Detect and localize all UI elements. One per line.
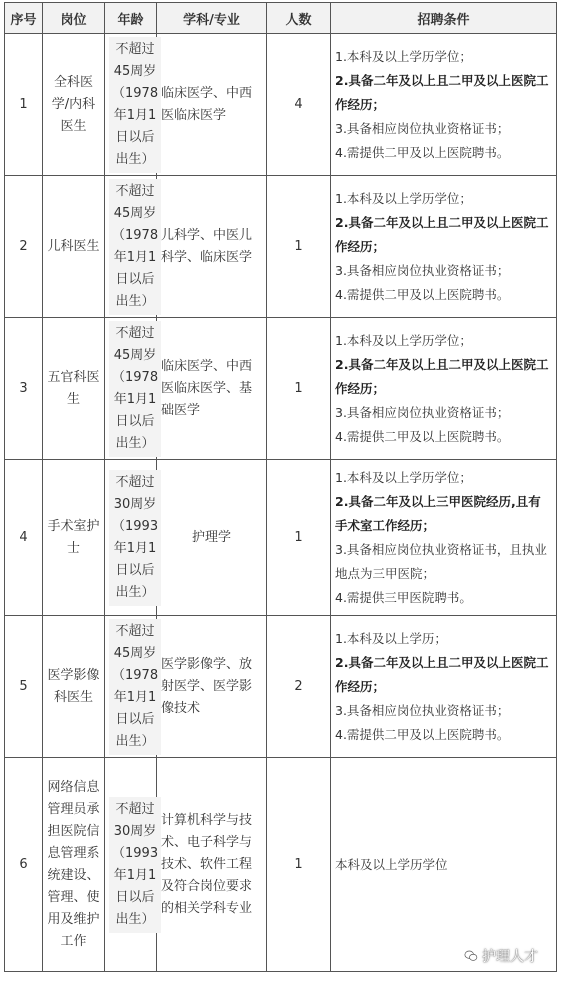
row-count: 2 — [267, 616, 331, 758]
row-major: 儿科学、中医儿科学、临床医学 — [157, 176, 267, 318]
row-position: 医学影像科医生 — [43, 616, 105, 758]
header-count: 人数 — [267, 3, 331, 34]
condition-line: 1.本科及以上学历； — [335, 630, 447, 646]
watermark-text: 护理人才 — [482, 949, 538, 965]
condition-line: 1.本科及以上学历学位； — [335, 48, 472, 64]
row-age — [105, 758, 157, 972]
row-count: 1 — [267, 758, 331, 972]
row-conditions — [331, 34, 557, 176]
condition-line: 1.本科及以上学历学位； — [335, 332, 472, 348]
condition-line: 4.需提供二甲及以上医院聘书。 — [335, 428, 510, 444]
row-age — [105, 616, 157, 758]
condition-line: 4.需提供三甲医院聘书。 — [335, 589, 472, 605]
row-position: 手术室护士 — [43, 460, 105, 616]
row-major: 护理学 — [157, 460, 267, 616]
recruitment-table — [4, 2, 557, 972]
condition-line: 3.具备相应岗位执业资格证书，且执业地点为三甲医院； — [335, 541, 547, 581]
row-position: 儿科医生 — [43, 176, 105, 318]
age-text: 不超过45周岁（1978年1月1日以后出生） — [109, 619, 161, 755]
row-no: 2 — [5, 176, 43, 318]
row-no: 6 — [5, 758, 43, 972]
table-row — [5, 318, 557, 460]
header-position: 岗位 — [43, 3, 105, 34]
row-no: 5 — [5, 616, 43, 758]
row-major: 临床医学、中西医临床医学 — [157, 34, 267, 176]
row-count: 1 — [267, 176, 331, 318]
row-position: 网络信息管理员承担医院信息管理系统建设、管理、使用及维护工作 — [43, 758, 105, 972]
condition-line: 本科及以上学历学位 — [335, 856, 448, 872]
row-major: 临床医学、中西医临床医学、基础医学 — [157, 318, 267, 460]
age-text: 不超过45周岁（1978年1月1日以后出生） — [109, 179, 161, 315]
condition-line: 4.需提供二甲及以上医院聘书。 — [335, 726, 510, 742]
table-row — [5, 176, 557, 318]
row-conditions — [331, 318, 557, 460]
row-no: 4 — [5, 460, 43, 616]
header-row — [5, 3, 557, 34]
condition-line: 3.具备相应岗位执业资格证书； — [335, 262, 510, 278]
condition-line: 3.具备相应岗位执业资格证书； — [335, 120, 510, 136]
row-count: 1 — [267, 318, 331, 460]
row-no: 3 — [5, 318, 43, 460]
row-conditions — [331, 460, 557, 616]
table-row — [5, 34, 557, 176]
row-age — [105, 318, 157, 460]
row-conditions — [331, 616, 557, 758]
wechat-icon — [464, 949, 478, 963]
age-text: 不超过45周岁（1978年1月1日以后出生） — [109, 321, 161, 457]
condition-line: 2.具备二年及以上三甲医院经历,且有手术室工作经历； — [335, 493, 541, 533]
row-major: 计算机科学与技术、电子科学与技术、软件工程及符合岗位要求的相关学科专业 — [157, 758, 267, 972]
condition-line: 3.具备相应岗位执业资格证书； — [335, 702, 510, 718]
age-text: 不超过45周岁（1978年1月1日以后出生） — [109, 37, 161, 173]
condition-line: 2.具备二年及以上且二甲及以上医院工作经历； — [335, 72, 549, 112]
condition-line: 4.需提供二甲及以上医院聘书。 — [335, 286, 510, 302]
header-age: 年龄 — [105, 3, 157, 34]
header-conditions: 招聘条件 — [331, 3, 557, 34]
row-age — [105, 460, 157, 616]
watermark — [464, 946, 538, 966]
header-major: 学科/专业 — [157, 3, 267, 34]
age-text: 不超过30周岁（1993年1月1日以后出生） — [109, 470, 161, 606]
condition-line: 3.具备相应岗位执业资格证书； — [335, 404, 510, 420]
age-text: 不超过30周岁（1993年1月1日以后出生） — [109, 797, 161, 933]
condition-line: 1.本科及以上学历学位； — [335, 190, 472, 206]
row-conditions — [331, 758, 557, 972]
condition-line: 2.具备二年及以上且二甲及以上医院工作经历； — [335, 214, 549, 254]
table-row — [5, 758, 557, 972]
row-count: 1 — [267, 460, 331, 616]
header-no: 序号 — [5, 3, 43, 34]
row-position: 五官科医生 — [43, 318, 105, 460]
row-conditions — [331, 176, 557, 318]
row-major: 医学影像学、放射医学、医学影像技术 — [157, 616, 267, 758]
row-age — [105, 34, 157, 176]
condition-line: 2.具备二年及以上且二甲及以上医院工作经历； — [335, 654, 549, 694]
condition-line: 2.具备二年及以上且二甲及以上医院工作经历； — [335, 356, 549, 396]
row-no: 1 — [5, 34, 43, 176]
row-position: 全科医学/内科医生 — [43, 34, 105, 176]
table-row — [5, 616, 557, 758]
row-age — [105, 176, 157, 318]
row-count: 4 — [267, 34, 331, 176]
condition-line: 4.需提供二甲及以上医院聘书。 — [335, 144, 510, 160]
condition-line: 1.本科及以上学历学位； — [335, 469, 472, 485]
table-row — [5, 460, 557, 616]
